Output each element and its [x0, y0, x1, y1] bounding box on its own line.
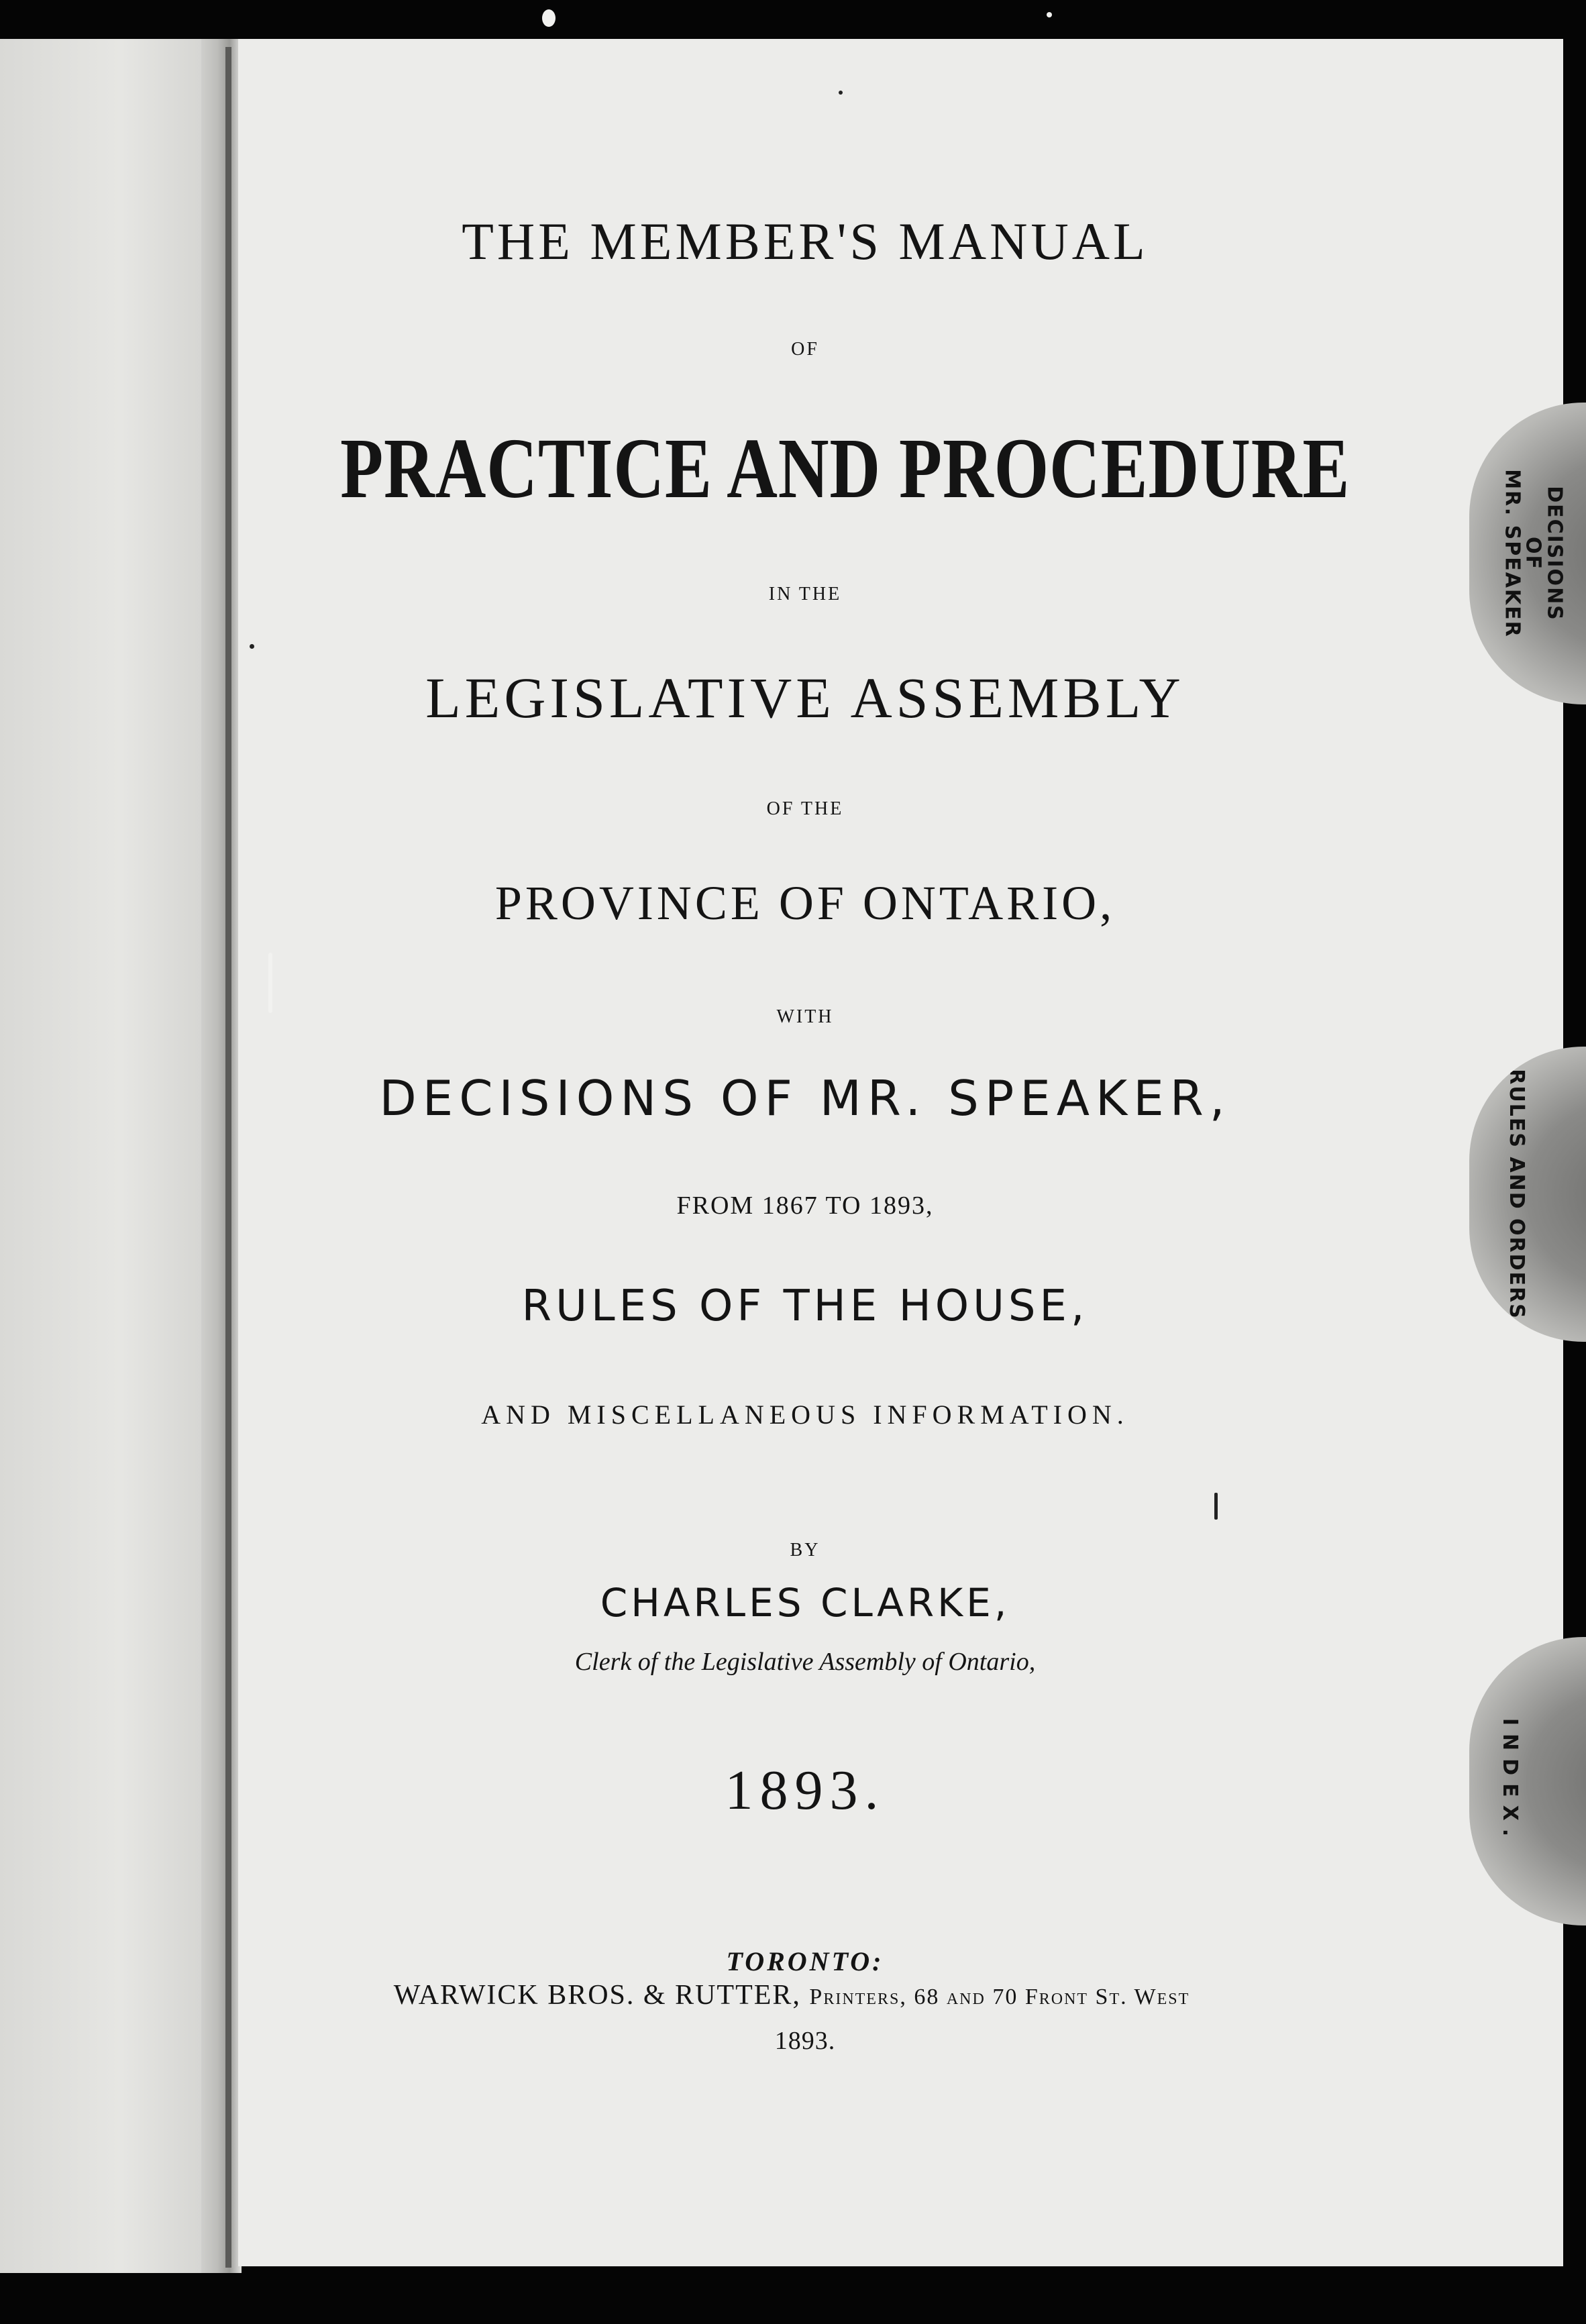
connector-of-the: OF THE	[766, 798, 844, 819]
spine-gutter	[201, 39, 242, 2273]
connector-by: BY	[790, 1540, 821, 1561]
tab-decisions-label: DECISIONS OF MR. SPEAKER	[1500, 469, 1567, 638]
connector-of: OF	[791, 339, 819, 360]
title-misc: AND MISCELLANEOUS INFORMATION.	[481, 1399, 1129, 1430]
spine-line	[225, 47, 231, 2268]
author-name: CHARLES CLARKE,	[600, 1580, 1010, 1626]
imprint-printer	[262, 1979, 1322, 2011]
title-rules: RULES OF THE HOUSE,	[521, 1281, 1089, 1331]
scan-speck	[1214, 1493, 1218, 1520]
connector-with: WITH	[776, 1006, 834, 1027]
scan-speck	[1047, 12, 1052, 17]
printer-name: WARWICK BROS. & RUTTER,	[393, 1980, 801, 2011]
title-legislative-assembly: LEGISLATIVE ASSEMBLY	[425, 666, 1185, 730]
title-province: PROVINCE OF ONTARIO,	[494, 876, 1116, 930]
left-endpaper	[0, 39, 201, 2273]
title-decisions: DECISIONS OF MR. SPEAKER,	[379, 1070, 1231, 1126]
imprint-city: TORONTO:	[726, 1946, 884, 1976]
publication-year: 1893.	[725, 1759, 886, 1821]
author-title: Clerk of the Legislative Assembly of Ontario,	[574, 1648, 1036, 1676]
date-range: FROM 1867 TO 1893,	[676, 1192, 934, 1220]
main-title: PRACTICE AND PROCEDURE	[340, 421, 1351, 516]
connector-in-the: IN THE	[768, 584, 842, 604]
scan-speck	[250, 644, 254, 649]
tab-index-label: INDEX.	[1497, 1718, 1522, 1845]
scan-speck	[839, 91, 843, 95]
title-page	[238, 39, 1567, 2266]
title-line-members-manual: THE MEMBER'S MANUAL	[462, 212, 1149, 270]
printer-detail: Printers, 68 and 70 Front St. West	[809, 1985, 1190, 2009]
imprint-year: 1893.	[774, 2027, 836, 2055]
tab-rules-label: RULES AND ORDERS	[1504, 1069, 1528, 1320]
scan-scratch	[268, 953, 272, 1013]
scan-speck	[542, 9, 556, 27]
